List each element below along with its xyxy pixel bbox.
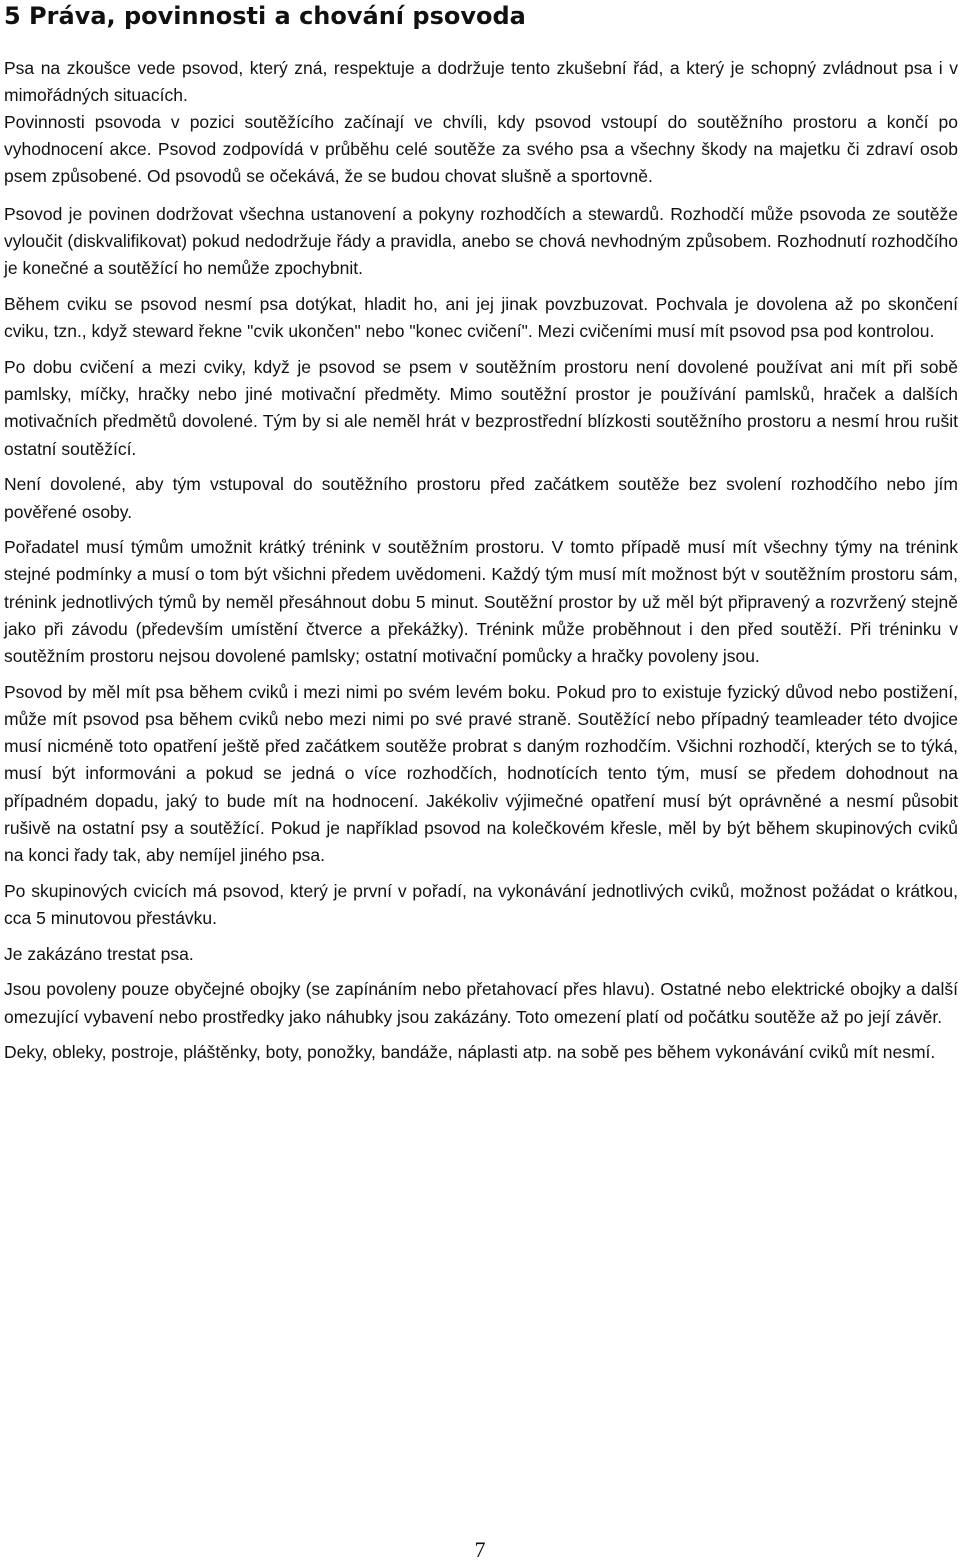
paragraph-break: Po skupinových cvicích má psovod, který je první v pořadí, na vykonávání jednotlivých cviků, možnost požádat o krátkou, cca 5 minutovou přestávku.: [4, 880, 958, 928]
page-number: 7: [474, 1537, 486, 1562]
document-page: [4, 0, 958, 1066]
paragraph-handler-ability: Psa na zkoušce vede psovod, který zná, respektuje a dodržuje tento zkušební řád, a který je schopný zvládnout psa i v mimořádných situacích.: [4, 58, 958, 106]
paragraph-clothing: Deky, obleky, postroje, pláštěnky, boty, ponožky, bandáže, náplasti atp. na sobě pes během vykonávání cviků mít nesmí.: [4, 1042, 936, 1063]
paragraph-ring-entry: Není dovolené, aby tým vstupoval do soutěžního prostoru před začátkem soutěže bez svolení rozhodčího nebo jím pověřené osoby.: [4, 474, 958, 522]
paragraph-during-exercise: Během cviku se psovod nesmí psa dotýkat, hladit ho, ani jej jinak povzbuzovat. Pochvala je dovolena až po skončení cviku, tzn., když steward řekne "cvik ukončen" nebo "konec cvičení". Mezi cvičeními musí mít psovod psa pod kontrolou.: [4, 294, 958, 342]
paragraph-collars: Jsou povoleny pouze obyčejné obojky (se zapínáním nebo přetahovací přes hlavu). Ostatné nebo elektrické obojky a další omezující vybavení nebo prostředky jako náhubky jsou zakázány. Toto omezení platí od počátku soutěže až po její závěr.: [4, 979, 958, 1027]
paragraph-treats-toys: Po dobu cvičení a mezi cviky, když je psovod se psem v soutěžním prostoru není dovolené používat ani mít při sobě pamlsky, míčky, hračky nebo jiné motivační předměty. Mimo soutěžní prostor je používání pamlsků, hraček a dalších motivačních předmětů dovolené. Tým by si ale neměl hrát v bezprostřední blízkosti soutěžního prostoru a nesmí hrou rušit ostatní soutěžící.: [4, 357, 958, 459]
section-heading: 5 Práva, povinnosti a chování psovoda: [4, 2, 526, 30]
paragraph-handler-duties: Povinnosti psovoda v pozici soutěžícího začínají ve chvíli, kdy psovod vstoupí do soutěžního prostoru a končí po vyhodnocení akce. Psovod zodpovídá v průběhu celé soutěže za svého psa a všechny škody na majetku či zdraví osob psem způsobené. Od psovodů se očekává, že se budou chovat slušně a sportovně.: [4, 111, 958, 187]
paragraph-dog-position: Psovod by měl mít psa během cviků i mezi nimi po svém levém boku. Pokud pro to existuje fyzický důvod nebo postižení, může mít psovod psa během cviků nebo mezi nimi po své pravé straně. Soutěžící nebo případný teamleader této dvojice musí nicméně toto opatření ještě před začátkem soutěže probrat s daným rozhodčím. Všichni rozhodčí, kterých se to týká, musí být informováni a pokud se jedná o více rozhodčích, hodnotících tento tým, musí se předem dohodnout na případném dopadu, jaký to bude mít na hodnocení. Jakékoliv výjimečné opatření musí být oprávněné a nesmí působit rušivě na ostatní psy a soutěžící. Pokud je například psovod na kolečkovém křesle, měl by být během skupinových cviků na konci řady tak, aby nemíjel jiného psa.: [4, 681, 958, 865]
paragraph-judges-instructions: Psovod je povinen dodržovat všechna ustanovení a pokyny rozhodčích a stewardů. Rozhodčí může psovoda ze soutěže vyloučit (diskvalifikovat) pokud nedodržuje řády a pravidla, anebo se chová nevhodným způsobem. Rozhodnutí rozhodčího je konečné a soutěžící ho nemůže zpochybnit.: [4, 204, 958, 279]
paragraph-no-punishment: Je zakázáno trestat psa.: [4, 943, 194, 964]
paragraph-training: Pořadatel musí týmům umožnit krátký trénink v soutěžním prostoru. V tomto případě musí mít všechny týmy na trénink stejné podmínky a musí o tom být všichni předem uvědomeni. Každý tým musí mít možnost být v soutěžním prostoru sám, trénink jednotlivých týmů by neměl přesáhnout dobu 5 minut. Soutěžní prostor by už měl být připravený a rozvržený stejně jako při závodu (především umístění čtverce a překážky). Trénink může proběhnout i den před soutěží. Při tréninku v soutěžním prostoru nejsou dovolené pamlsky; ostatní motivační pomůcky a hračky povoleny jsou.: [4, 537, 958, 667]
